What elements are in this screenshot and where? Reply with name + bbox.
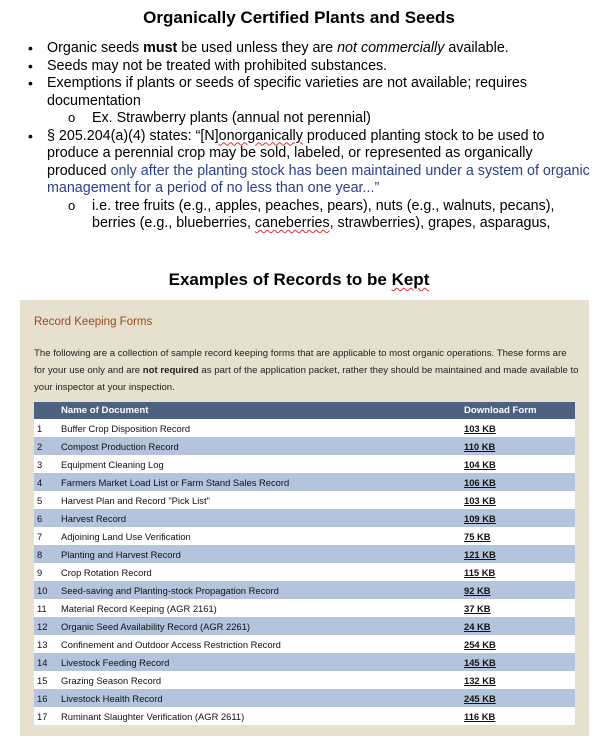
row-number: 1 xyxy=(34,419,61,437)
download-link[interactable]: 103 KB xyxy=(464,494,496,506)
row-number: 4 xyxy=(34,473,61,491)
document-name: Planting and Harvest Record xyxy=(61,545,464,563)
spellcheck-word: onorganically xyxy=(218,127,303,144)
document-name: Livestock Feeding Record xyxy=(61,653,464,671)
panel-description xyxy=(34,345,579,396)
table-row xyxy=(34,581,575,599)
download-cell xyxy=(464,437,575,455)
spellcheck-word: Kept xyxy=(391,270,430,289)
row-number: 8 xyxy=(34,545,61,563)
download-link[interactable]: 37 KB xyxy=(464,602,491,614)
row-number: 2 xyxy=(34,437,61,455)
panel-title: Record Keeping Forms xyxy=(34,316,153,328)
download-link[interactable]: 106 KB xyxy=(464,476,496,488)
download-link[interactable]: 115 KB xyxy=(464,566,496,578)
download-cell xyxy=(464,653,575,671)
header-document-name: Name of Document xyxy=(61,402,464,419)
bullet-text: produced planting stock to be used to produce a perennial crop may be sold, labeled, or represented as organically produced xyxy=(47,127,545,179)
download-cell xyxy=(464,491,575,509)
record-keeping-forms-panel xyxy=(20,300,589,736)
document-name: Material Record Keeping (AGR 2161) xyxy=(61,599,464,617)
download-link[interactable]: 121 KB xyxy=(464,548,496,560)
section-title-text: Examples of Records to be xyxy=(168,270,392,289)
download-link[interactable]: 24 KB xyxy=(464,620,491,632)
download-cell xyxy=(464,707,575,725)
download-link[interactable]: 109 KB xyxy=(464,512,496,524)
bullet-text: i.e. tree fruits (e.g., apples, peaches, pears), nuts (e.g., walnuts, pecans), berries (e.g., blueberries, xyxy=(92,197,555,231)
document-name: Compost Production Record xyxy=(61,437,464,455)
document-name: Organic Seed Availability Record (AGR 2261) xyxy=(61,617,464,635)
download-cell xyxy=(464,563,575,581)
download-cell xyxy=(464,527,575,545)
bullet-list xyxy=(26,40,590,233)
download-cell xyxy=(464,671,575,689)
table-row xyxy=(34,509,575,527)
bullet-text: § 205.204(a)(4) states: “[N] xyxy=(47,127,219,144)
download-cell xyxy=(464,509,575,527)
table-row xyxy=(34,437,575,455)
bullet-bold-text: must xyxy=(143,40,178,56)
bullet-seed-treatment: • Seeds may not be treated with prohibited substances. xyxy=(26,58,590,76)
row-number: 13 xyxy=(34,635,61,653)
download-link[interactable]: 92 KB xyxy=(464,584,491,596)
table-row xyxy=(34,455,575,473)
bullet-regulation-quote xyxy=(26,128,590,198)
sub-bullet-strawberry: o Ex. Strawberry plants (annual not perennial) xyxy=(26,110,590,128)
table-row xyxy=(34,545,575,563)
download-cell xyxy=(464,635,575,653)
table-row xyxy=(34,707,575,725)
row-number: 5 xyxy=(34,491,61,509)
header-download: Download Form xyxy=(464,402,575,419)
download-cell xyxy=(464,473,575,491)
download-link[interactable]: 145 KB xyxy=(464,656,496,668)
table-row xyxy=(34,419,575,437)
table-row xyxy=(34,671,575,689)
header-number xyxy=(34,402,61,419)
row-number: 7 xyxy=(34,527,61,545)
row-number: 11 xyxy=(34,599,61,617)
table-row xyxy=(34,653,575,671)
document-name: Crop Rotation Record xyxy=(61,563,464,581)
download-cell xyxy=(464,419,575,437)
document-name: Harvest Record xyxy=(61,509,464,527)
download-link[interactable]: 103 KB xyxy=(464,422,496,434)
download-link[interactable]: 104 KB xyxy=(464,458,496,470)
sub-bullet-examples xyxy=(26,198,590,233)
download-cell xyxy=(464,599,575,617)
download-link[interactable]: 254 KB xyxy=(464,638,496,650)
highlighted-quote: only after the planting stock has been maintained under a system of organic management for a period of no less than one year...” xyxy=(47,162,590,196)
download-link[interactable]: 245 KB xyxy=(464,692,496,704)
table-header-row xyxy=(34,402,575,419)
table-row xyxy=(34,473,575,491)
download-cell xyxy=(464,581,575,599)
download-link[interactable]: 116 KB xyxy=(464,710,496,722)
table-row xyxy=(34,491,575,509)
download-cell xyxy=(464,689,575,707)
bullet-organic-seeds xyxy=(26,40,590,58)
download-cell xyxy=(464,545,575,563)
row-number: 17 xyxy=(34,707,61,725)
section-title xyxy=(0,270,598,290)
document-name: Equipment Cleaning Log xyxy=(61,455,464,473)
spellcheck-word: caneberries xyxy=(254,215,330,231)
document-name: Harvest Plan and Record "Pick List" xyxy=(61,491,464,509)
bullet-italic-text: not commercially xyxy=(337,40,445,56)
row-number: 6 xyxy=(34,509,61,527)
description-text: The following are a collection of sample record keeping forms that are applicable to most organic operations. These forms are for your use only and are xyxy=(34,348,567,376)
records-table-body xyxy=(34,419,575,725)
download-link[interactable]: 132 KB xyxy=(464,674,496,686)
download-cell xyxy=(464,455,575,473)
download-link[interactable]: 110 KB xyxy=(464,440,496,452)
document-name: Confinement and Outdoor Access Restriction Record xyxy=(61,635,464,653)
bullet-text: Organic seeds xyxy=(47,40,144,56)
table-row xyxy=(34,527,575,545)
bullet-text: , strawberries), grapes, asparagus, xyxy=(329,215,551,231)
row-number: 9 xyxy=(34,563,61,581)
document-name: Farmers Market Load List or Farm Stand Sales Record xyxy=(61,473,464,491)
document-name: Ruminant Slaughter Verification (AGR 2611) xyxy=(61,707,464,725)
row-number: 10 xyxy=(34,581,61,599)
bullet-exemptions: • Exemptions if plants or seeds of specific varieties are not available; requires documentation xyxy=(26,75,590,110)
document-title: Organically Certified Plants and Seeds xyxy=(143,8,455,27)
table-row xyxy=(34,599,575,617)
document-name: Buffer Crop Disposition Record xyxy=(61,419,464,437)
row-number: 14 xyxy=(34,653,61,671)
row-number: 16 xyxy=(34,689,61,707)
bullet-text: available. xyxy=(444,40,509,56)
document-name: Seed-saving and Planting-stock Propagation Record xyxy=(61,581,464,599)
document-name: Livestock Health Record xyxy=(61,689,464,707)
download-cell xyxy=(464,617,575,635)
description-bold-text: not required xyxy=(142,365,199,376)
table-row xyxy=(34,617,575,635)
row-number: 12 xyxy=(34,617,61,635)
table-row xyxy=(34,563,575,581)
description-text: as part of the application packet, rather they should be maintained and made available to your inspector at your inspection. xyxy=(34,365,579,393)
document-name: Grazing Season Record xyxy=(61,671,464,689)
table-row xyxy=(34,635,575,653)
records-table xyxy=(34,402,575,725)
document-name: Adjoining Land Use Verification xyxy=(61,527,464,545)
row-number: 15 xyxy=(34,671,61,689)
row-number: 3 xyxy=(34,455,61,473)
table-row xyxy=(34,689,575,707)
download-link[interactable]: 75 KB xyxy=(464,530,491,542)
bullet-text: be used unless they are xyxy=(177,40,338,56)
